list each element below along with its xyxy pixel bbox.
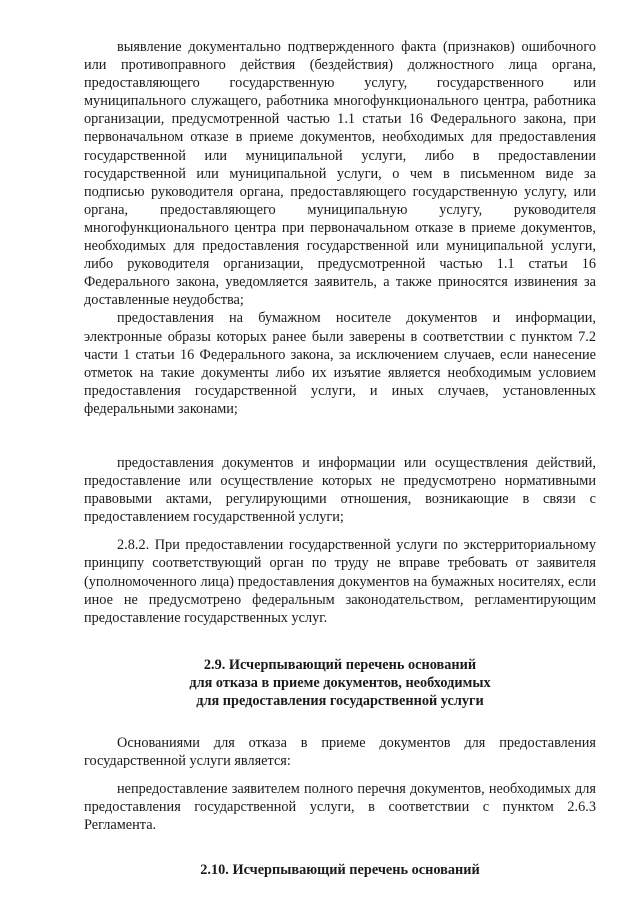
paragraph-factual-error: выявление документально подтвержденного факта (признаков) ошибочного или противоправного действия (бездействия) должностного лица органа, предоставляющего государственную услугу, государственного или муниципального служащего, работника многофункционального центра, работника организации, предусмотренной частью 1.1 статьи 16 Федерального закона, при первоначальном отказе в приеме документов, необходимых для предоставления государственной или муниципальной услуги, либо в предоставлении государственной или муниципальной услуги, о чем в письменном виде за подписью руководителя органа, предоставляющего государственную услугу, или органа, предоставляющего муниципальную услугу, руководителя многофункционального центра при первоначальном отказе в приеме документов, необходимых для предоставления государственной или муниципальной услуги, либо руководителя организации, предусмотренной частью 1.1 статьи 16 Федерального закона, уведомляется заявитель, а также приносятся извинения за доставленные неудобства;: [84, 39, 596, 309]
heading-2-9-line-3: для предоставления государственной услуги: [196, 693, 484, 709]
heading-2-9-line-2: для отказа в приеме документов, необходимых: [189, 674, 491, 691]
paragraph-refusal-grounds: Основаниями для отказа в приеме документов для предоставления государственной услуги является:: [84, 735, 596, 770]
heading-2-10-line-1: 2.10. Исчерпывающий перечень оснований: [200, 861, 480, 878]
section-heading-2-10: [84, 861, 596, 879]
paragraph-incomplete-documents: непредоставление заявителем полного перечня документов, необходимых для предоставления государственной услуги, в соответствии с пунктом 2.6.3 Регламента.: [84, 781, 596, 834]
heading-2-9-line-1: 2.9. Исчерпывающий перечень оснований: [203, 656, 477, 673]
section-heading-2-9: [84, 656, 596, 710]
paragraph-paper-documents: предоставления на бумажном носителе документов и информации, электронные образы которых ранее были заверены в соответствии с пунктом 7.2 части 1 статьи 16 Федерального закона, за исключением случаев, если нанесение отметок на такие документы либо их изъятие является необходимым условием предоставления государственной услуги, и иных случаев, установленных федеральными законами;: [84, 310, 596, 417]
paragraph-2-8-2: 2.8.2. При предоставлении государственной услуги по экстерриториальному принципу соответствующий орган по труду не вправе требовать от заявителя (уполномоченного лица) предоставления документов на бумажных носителях, если иное не предусмотрено федеральным законодательством, регламентирующим предоставление государственных услуг.: [84, 537, 596, 626]
paragraph-not-required-documents: предоставления документов и информации или осуществления действий, предоставление или осуществление которых не предусмотрено нормативными правовыми актами, регулирующими отношения, возникающие в связи с предоставлением государственной услуги;: [84, 454, 596, 526]
document-page: [84, 38, 596, 879]
